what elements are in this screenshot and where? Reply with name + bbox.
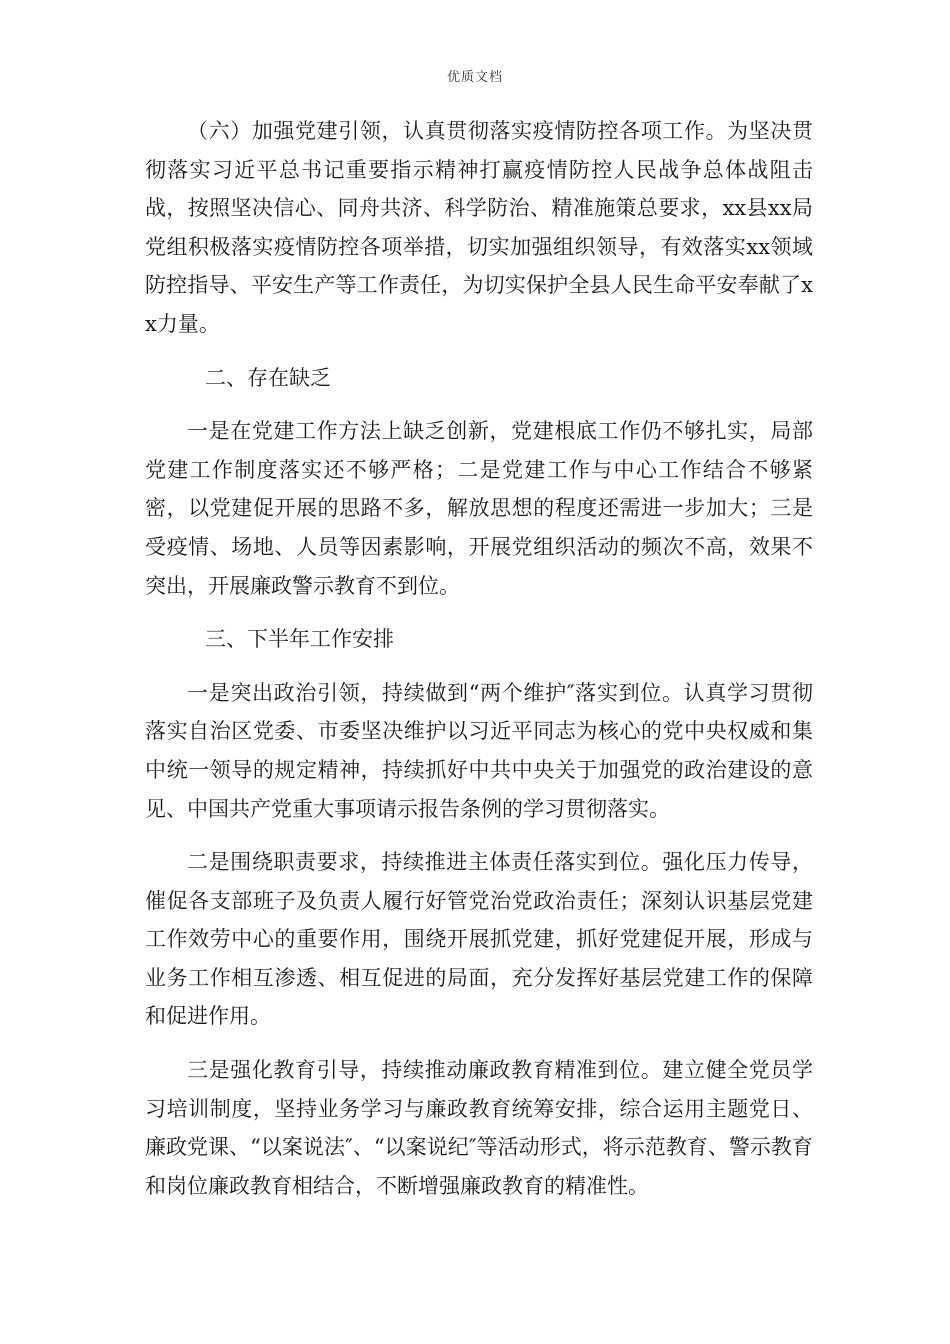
paragraph-party-building-epidemic: （六）加强党建引领，认真贯彻落实疫情防控各项工作。为坚决贯彻落实习近平总书记重要指示精神打赢疫情防控人民战争总体战阻击战，按照坚决信心、同舟共济、科学防治、精准施策总要求，xx县xx局党组积极落实疫情防控各项举措，切实加强组织领导，有效落实xx领域防控指导、平安生产等工作责任，为切实保护全县人民生命平安奉献了xx力量。 — [145, 119, 813, 336]
paragraph-education: 三是强化教育引导，持续推动廉政教育精准到位。建立健全党员学习培训制度，坚持业务学习与廉政教育统筹安排，综合运用主题党日、廉政党课、“以案说法″、“以案说纪″等活动形式，将示范教育、警示教育和岗位廉政教育相结合，不断增强廉政教育的精准性。 — [145, 1058, 813, 1198]
heading-second-half-plan: 三、下半年工作安排 — [205, 627, 394, 652]
page-header: 优质文档 — [446, 70, 503, 85]
paragraph-shortcomings: 一是在党建工作方法上缺乏创新，党建根底工作仍不够扎实，局部党建工作制度落实还不够严格；二是党建工作与中心工作结合不够紧密，以党建促开展的思路不多，解放思想的程度还需进一步加大；三是受疫情、场地、人员等因素影响，开展党组织活动的频次不高，效果不突出，开展廉政警示教育不到位。 — [145, 419, 813, 598]
paragraph-political-guidance: 一是突出政治引领，持续做到“两个维护″落实到位。认真学习贯彻落实自治区党委、市委坚决维护以习近平同志为核心的党中央权威和集中统一领导的规定精神，持续抓好中共中央关于加强党的政治建设的意见、中国共产党重大事项请示报告条例的学习贯彻落实。 — [145, 680, 813, 821]
paragraph-responsibility: 二是围绕职责要求，持续推进主体责任落实到位。强化压力传导，催促各支部班子及负责人履行好管党治党政治责任；深刻认识基层党建工作效劳中心的重要作用，围绕开展抓党建，抓好党建促开展，形成与业务工作相互渗透、相互促进的局面，充分发挥好基层党建工作的保障和促进作用。 — [145, 850, 813, 1029]
document-body — [145, 112, 813, 1205]
heading-shortcomings: 二、存在缺乏 — [205, 365, 331, 390]
